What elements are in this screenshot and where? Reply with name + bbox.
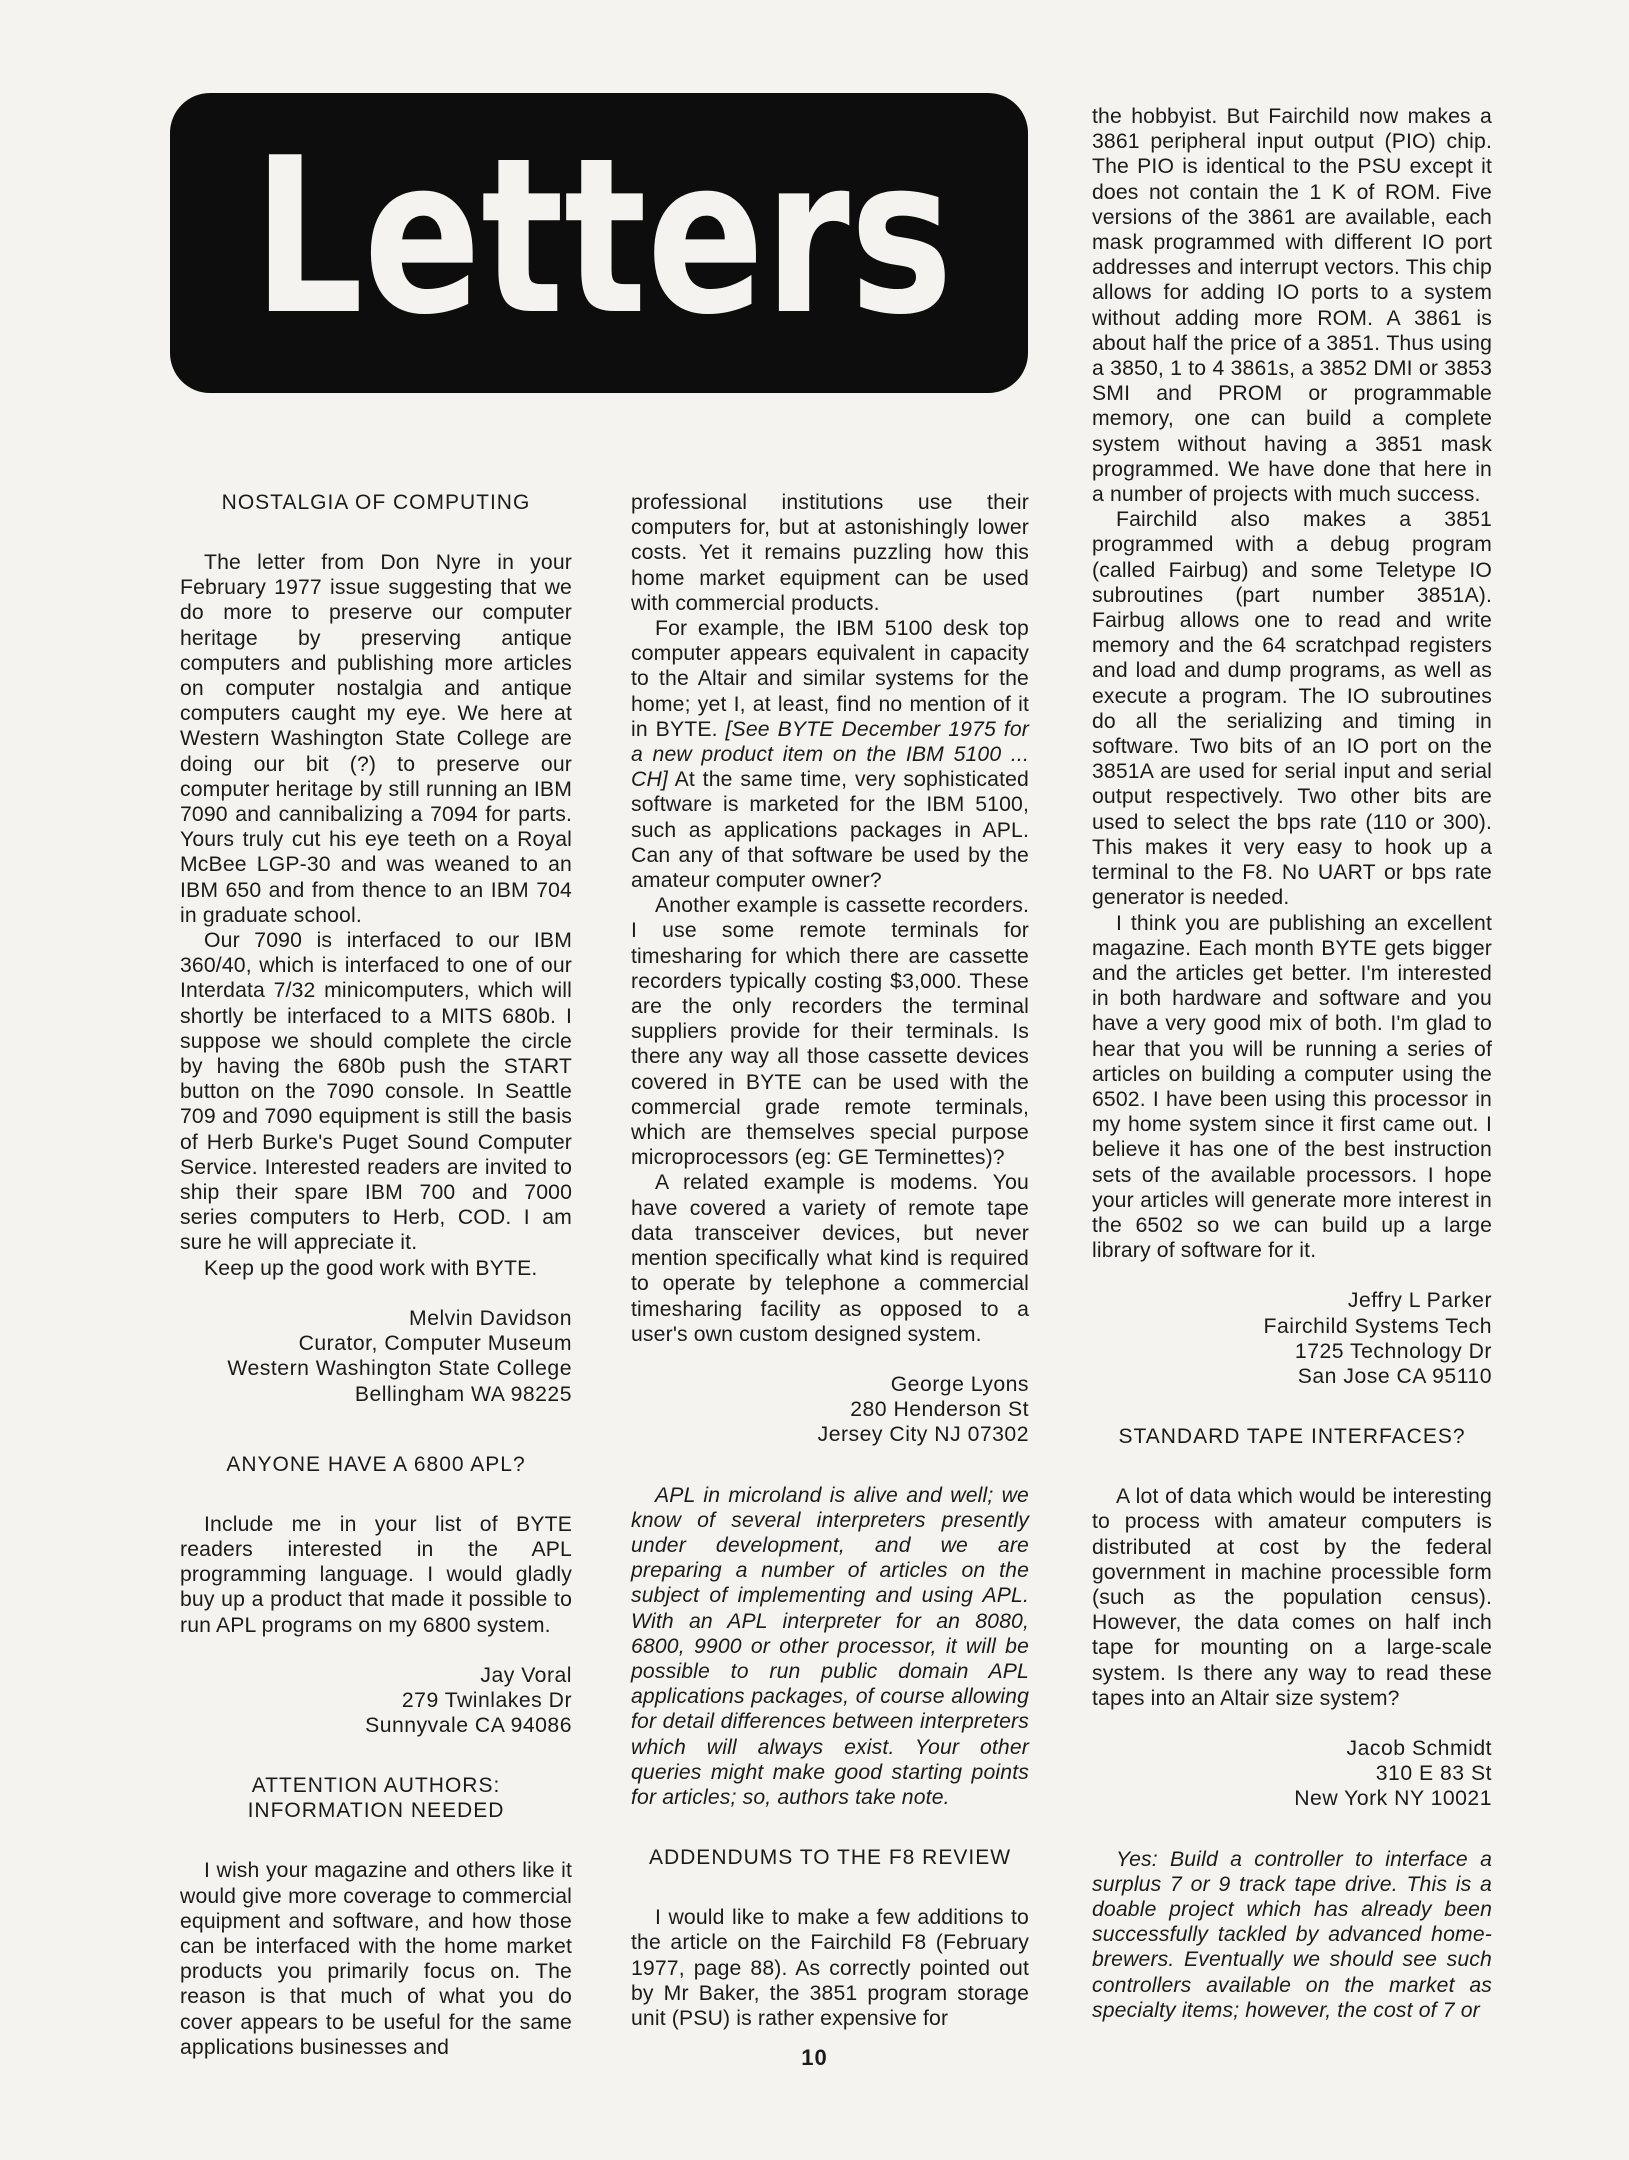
signature-name: Jacob Schmidt: [1346, 1736, 1492, 1760]
signature-name: George Lyons: [890, 1372, 1029, 1396]
signature-street: 279 Twinlakes Dr: [401, 1688, 572, 1712]
signature-street: 280 Henderson St: [850, 1398, 1029, 1422]
signature-street: 310 E 83 St: [1375, 1762, 1492, 1786]
signature-title: Curator, Computer Museum: [298, 1332, 572, 1356]
authors-paragraph-2-end: At the same time, very sophisticated software is marketed for the IBM 5100, such as applications packages in APL. Can any of that software be used by the amateur computer owner?: [631, 768, 1029, 893]
nostalgia-paragraph-2: Our 7090 is interfaced to our IBM 360/40, which is interfaced to one of our Interdata 7/32 minicomputers, which will shortly be interfaced to a MITS 680b. I suppose we should complete the circle by having the 680b push the START button on the 7090 console. In Seattle 709 and 7090 equipment is still the basis of Herb Burke's Puget Sound Computer Service. Interested readers are invited to ship their spare IBM 700 and 7000 series computers to Herb, COD. I am sure he will appreciate it.: [180, 929, 572, 1255]
signature-org: Western Washington State College: [227, 1357, 572, 1381]
nostalgia-paragraph-3: Keep up the good work with BYTE.: [204, 1256, 538, 1280]
letters-logo-text: Letters: [253, 111, 953, 362]
signature-street: 1725 Technology Dr: [1294, 1339, 1492, 1363]
signature-city: Jersey City NJ 07302: [817, 1423, 1029, 1447]
authors-paragraph-2: [631, 616, 1029, 893]
heading-tape: STANDARD TAPE INTERFACES?: [1118, 1425, 1466, 1449]
column-3: [1092, 104, 1492, 2023]
signature-name: Jeffry L Parker: [1347, 1289, 1492, 1313]
f8-paragraph-1-continued: the hobbyist. But Fairchild now makes a 3861 peripheral input output (PIO) chip. The PIO is identical to the PSU except it does not contain the 1 K of ROM. Five versions of the 3861 are available, each mask programmed with different IO port addresses and interrupt vectors. This chip allows for adding IO ports to a system without adding more ROM. A 3861 is about half the price of a 3851. Thus using a 3850, 1 to 4 3861s, a 3852 DMI or 3853 SMI and PROM or programmable memory, one can build a complete system without having a 3851 mask programmed. We have done that here in a number of projects with much success.: [1092, 105, 1492, 507]
signature-org: Fairchild Systems Tech: [1263, 1314, 1492, 1338]
signature-name: Melvin Davidson: [409, 1306, 572, 1330]
tape-paragraph-1: A lot of data which would be interesting to process with amateur computers is distributed at cost by the federal government in machine processible form (such as the population census). However, the data comes on half inch tape for mounting on a large-scale system. Is there any way to read these tapes into an Altair size system?: [1092, 1485, 1492, 1710]
f8-paragraph-2: Fairchild also makes a 3851 programmed with a debug program (called Fairbug) and some Teletype IO subroutines (part number 3851A). Fairbug allows one to read and write memory and the 64 scratchpad registers and load and dump programs, as well as execute a program. The IO subroutines do all the serializing and timing in software. Two bits of an IO port on the 3851A are used for serial input and serial output respectively. Two other bits are used to select the bps rate (110 or 300). This makes it very easy to hook up a terminal to the F8. No UART or bps rate generator is needed.: [1092, 508, 1492, 910]
editor-response-apl: APL in microland is alive and well; we know of several interpreters presently under development, and we are preparing a number of articles on the subject of implementing and using APL. With an APL interpreter for an 8080, 6800, 9900 or other processor, it will be possible to run public domain APL applications packages, of course allowing for detail differences between interpreters which will always exist. Your other queries might make good starting points for articles; so, authors take note.: [631, 1483, 1029, 1809]
heading-authors-line-2: INFORMATION NEEDED: [247, 1799, 505, 1823]
authors-paragraph-1-continued: professional institutions use their computers for, but at astonishingly lower costs. Yet it remains puzzling how this home market equipment can be used with commercial products.: [631, 491, 1029, 615]
nostalgia-paragraph-1: The letter from Don Nyre in your February 1977 issue suggesting that we do more to preserve our computer heritage by preserving antique computers and publishing more articles on computer nostalgia and antique computers caught my eye. We here at Western Washington State College are doing our bit (?) to preserve our computer heritage by still running an IBM 7090 and cannibalizing a 7094 for parts. Yours truly cut his eye teeth on a Royal McBee LGP-30 and was weaned to an IBM 650 and from thence to an IBM 704 in graduate school.: [180, 551, 572, 927]
column-2: [631, 490, 1029, 2031]
authors-paragraph-2-start: For example, the IBM 5100 desk top computer appears equivalent in capacity to the Altair and similar systems for the home; yet I, at least, find no mention of it in BYTE.: [631, 617, 1029, 741]
page-number: 10: [801, 2045, 828, 2070]
signature-city: San Jose CA 95110: [1297, 1364, 1492, 1388]
letters-masthead: [170, 93, 1028, 393]
heading-apl6800: ANYONE HAVE A 6800 APL?: [226, 1452, 526, 1476]
signature-city: Bellingham WA 98225: [354, 1382, 572, 1406]
f8-paragraph-1: I would like to make a few additions to the article on the Fairchild F8 (February 1977, page 88). As correctly pointed out by Mr Baker, the 3851 program storage unit (PSU) is rather expensive for: [631, 1906, 1029, 2030]
authors-paragraph-1: I wish your magazine and others like it would give more coverage to commercial equipment and software, and how those can be interfaced with the home market products you primarily focus on. The reason is that much of what you do cover appears to be useful for the same applications businesses and: [180, 1859, 572, 2059]
apl6800-paragraph-1: Include me in your list of BYTE readers interested in the APL programming language. I would gladly buy up a product that made it possible to run APL programs on my 6800 system.: [180, 1512, 572, 1637]
letters-logo: [253, 111, 973, 362]
editor-interjection: [See BYTE December 1975 for a new product item on the IBM 5100 ... CH]: [631, 717, 1029, 792]
heading-authors-line-1: ATTENTION AUTHORS:: [251, 1774, 501, 1798]
authors-paragraph-4: A related example is modems. You have covered a variety of remote tape data transceiver devices, but never mention specifically what kind is required to operate by telephone a commercial timesharing facility as opposed to a user's own custom designed system.: [631, 1171, 1029, 1346]
column-1: [180, 490, 572, 2060]
heading-nostalgia: NOSTALGIA OF COMPUTING: [221, 491, 531, 514]
heading-f8: ADDENDUMS TO THE F8 REVIEW: [648, 1846, 1012, 1870]
f8-paragraph-3: I think you are publishing an excellent magazine. Each month BYTE gets bigger and the articles get better. I'm interested in both hardware and software and you have a very good mix of both. I'm glad to hear that you will be running a series of articles on building a computer using the 6502. I have been using this processor in my home system since it first came out. I believe it has one of the best instruction sets of the available processors. I hope your articles will generate more interest in the 6502 so we can build up a large library of software for it.: [1092, 911, 1492, 1263]
signature-city: Sunnyvale CA 94086: [365, 1714, 572, 1738]
signature-city: New York NY 10021: [1294, 1787, 1492, 1811]
signature-name: Jay Voral: [480, 1663, 572, 1687]
authors-paragraph-3: Another example is cassette recorders. I use some remote terminals for timesharing for which there are cassette recorders typically costing $3,000. These are the only recorders the terminal suppliers provide for their terminals. Is there any way all those cassette devices covered in BYTE can be used with the commercial grade remote terminals, which are themselves special purpose microprocessors (eg: GE Terminettes)?: [631, 894, 1029, 1170]
editor-response-tape: Yes: Build a controller to interface a surplus 7 or 9 track tape drive. This is a doable project which has already been successfully tackled by advanced home-brewers. Eventually we should see such controllers available on the market as specialty items; however, the cost of 7 or: [1092, 1847, 1492, 2022]
